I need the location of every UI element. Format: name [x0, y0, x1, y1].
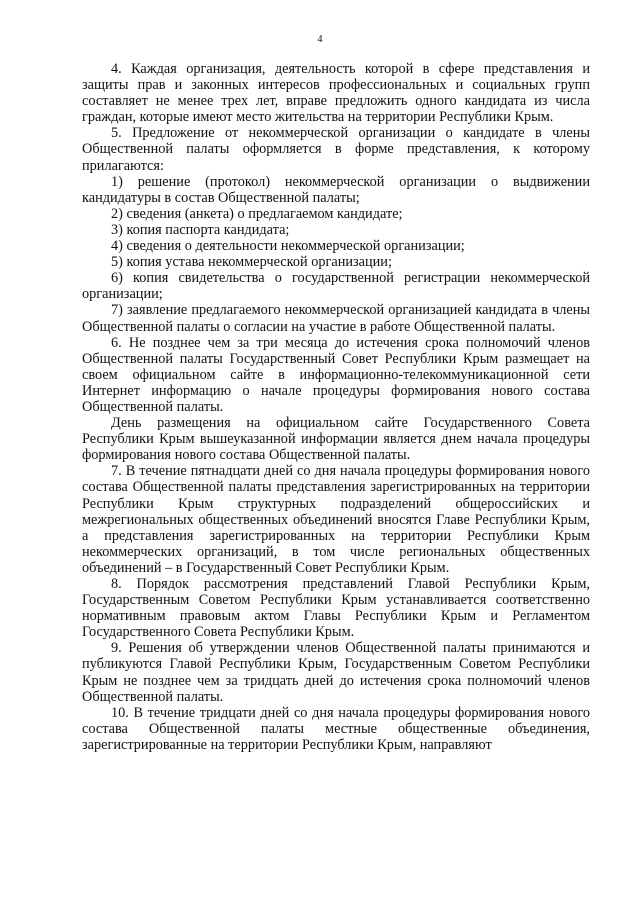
- list-item-5-7: 7) заявление предлагаемого некоммерческой организацией кандидата в члены Общественной палаты о согласии на участие в работе Общественной палаты.: [82, 302, 590, 335]
- paragraph-item-7: 7. В течение пятнадцати дней со дня начала процедуры формирования нового состава Общественной палаты представления зарегистрированных на территории Республики Крым структурных подразделений общероссийских и межрегиональных общественных объединений вносятся Главе Республики Крым, а представления зарегистрированных на территории Республики Крым некоммерческих организаций, в том числе региональных общественных объединений – в Государственный Совет Республики Крым.: [82, 463, 590, 576]
- paragraph-item-6: 6. Не позднее чем за три месяца до истечения срока полномочий членов Общественной палаты Государственный Совет Республики Крым размещает на своем официальном сайте в информационно-телекоммуникационной сети Интернет информацию о начале процедуры формирования нового состава Общественной палаты.: [82, 334, 590, 415]
- page-number: 4: [317, 34, 323, 45]
- list-item-5-2: 2) сведения (анкета) о предлагаемом кандидате;: [111, 205, 403, 222]
- paragraph-item-9: 9. Решения об утверждении членов Общественной палаты принимаются и публикуются Главой Республики Крым, Государственным Советом Республики Крым не позднее чем за тридцать дней до истечения срока полномочий членов Общественной палаты.: [82, 640, 590, 705]
- list-item-5-3: 3) копия паспорта кандидата;: [111, 221, 290, 238]
- document-body: [82, 61, 590, 753]
- list-item-5-4: 4) сведения о деятельности некоммерческой организации;: [111, 238, 465, 255]
- list-item-5-1: 1) решение (протокол) некоммерческой организации о выдвижении кандидатуры в состав Общественной палаты;: [82, 173, 590, 206]
- paragraph-item-5: 5. Предложение от некоммерческой организации о кандидате в члены Общественной палаты оформляется в форме представления, к которому прилагаются:: [82, 125, 590, 174]
- paragraph-item-10: 10. В течение тридцати дней со дня начала процедуры формирования нового состава Общественной палаты местные общественные объединения, зарегистрированные на территории Республики Крым, направляют: [82, 704, 590, 753]
- paragraph-item-6-continued: День размещения на официальном сайте Государственного Совета Республики Крым вышеуказанной информации является днем начала процедуры формирования нового состава Общественной палаты.: [82, 415, 590, 464]
- list-item-5-5: 5) копия устава некоммерческой организации;: [111, 254, 392, 271]
- paragraph-item-4: 4. Каждая организация, деятельность которой в сфере представления и защиты прав и законных интересов профессиональных и социальных групп составляет не менее трех лет, вправе предложить одного кандидата из числа граждан, которые имеют место жительства на территории Республики Крым.: [82, 61, 590, 126]
- list-item-5-6: 6) копия свидетельства о государственной регистрации некоммерческой организации;: [82, 270, 590, 303]
- paragraph-item-8: 8. Порядок рассмотрения представлений Главой Республики Крым, Государственным Советом Республики Крым устанавливается соответственно нормативным правовым актом Главы Республики Крым и Регламентом Государственного Совета Республики Крым.: [82, 576, 590, 641]
